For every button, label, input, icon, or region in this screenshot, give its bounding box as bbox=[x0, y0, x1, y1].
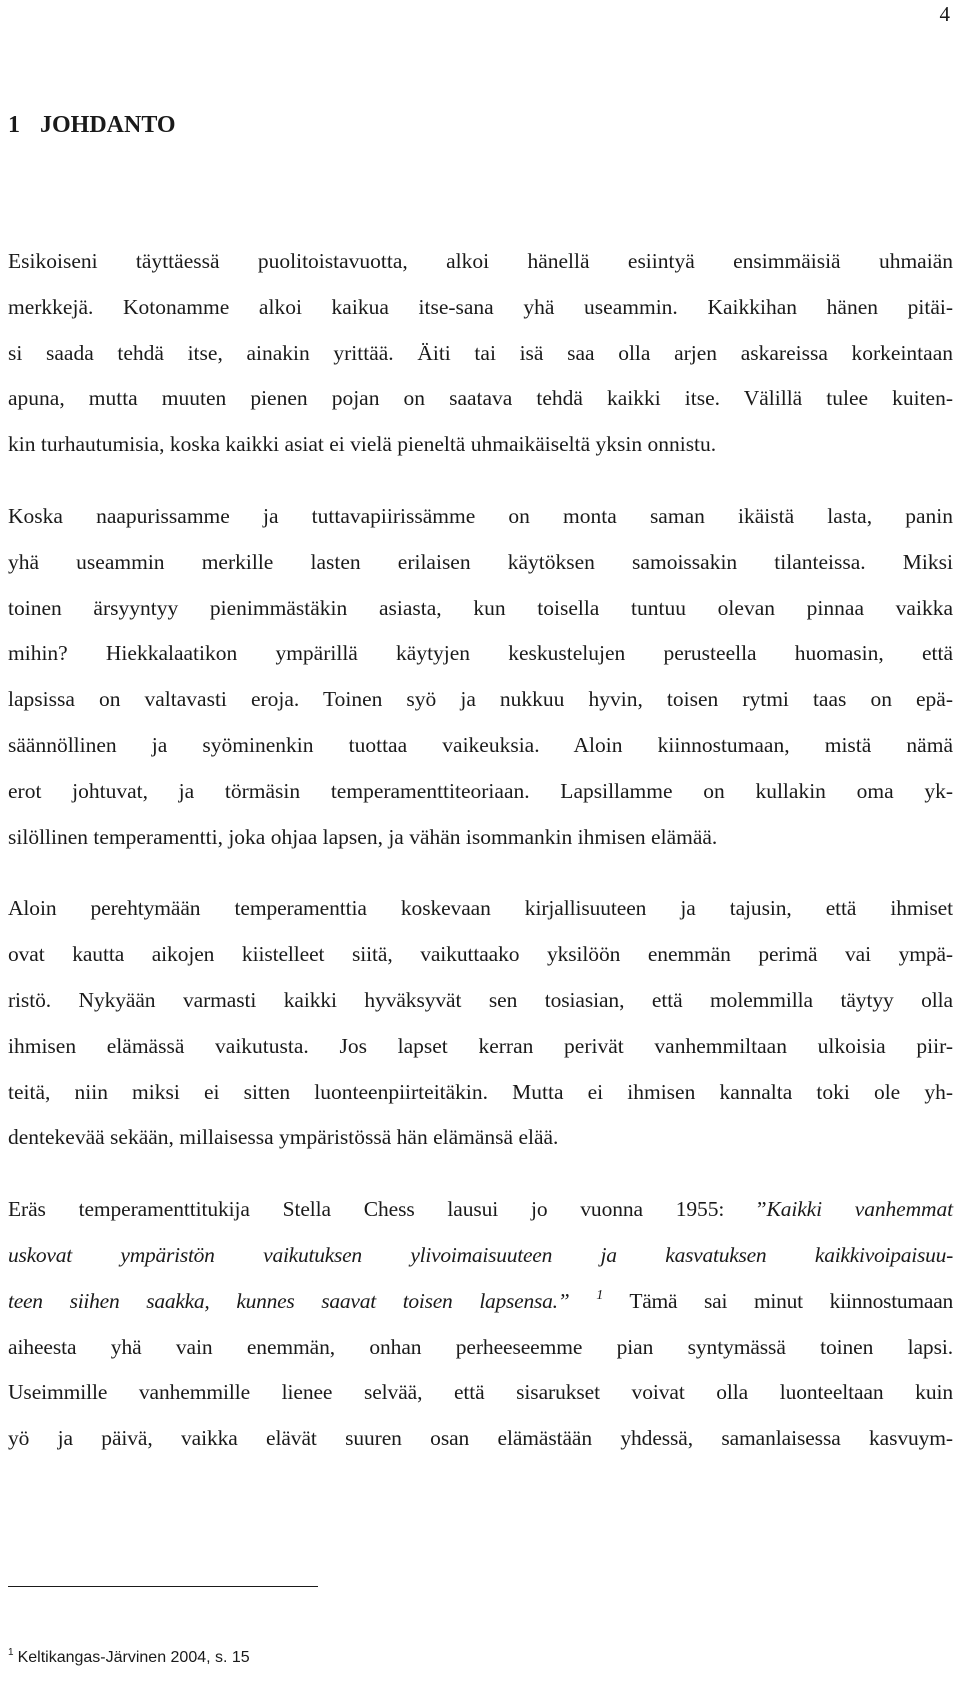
body-text bbox=[8, 239, 953, 1486]
page-number: 4 bbox=[939, 2, 950, 26]
text-line: Koska naapurissamme ja tuttavapiirissämme on monta saman ikäistä lasta, panin bbox=[8, 503, 953, 528]
quote-text: Kaikki vanhemmat bbox=[766, 1197, 953, 1222]
text-run: Tämä sai minut kiinnostumaan bbox=[602, 1288, 953, 1313]
text-line bbox=[8, 1187, 953, 1233]
text-line: teitä, niin miksi ei sitten luonteenpiirteitäkin. Mutta ei ihmisen kannalta toki ole yh- bbox=[8, 1079, 953, 1104]
text-line: lapsissa on valtavasti eroja. Toinen syö ja nukkuu hyvin, toisen rytmi taas on epä- bbox=[8, 687, 953, 712]
text-line: si saada tehdä itse, ainakin yrittää. Äiti tai isä saa olla arjen askareissa korkeintaan bbox=[8, 340, 953, 365]
text-line bbox=[8, 1233, 953, 1279]
paragraph-2 bbox=[8, 494, 953, 860]
text-run: Eräs temperamenttitukija Stella Chess lausui jo vuonna 1955: ” bbox=[8, 1197, 767, 1222]
text-line: apuna, mutta muuten pienen pojan on saatava tehdä kaikki itse. Välillä tulee kuiten- bbox=[8, 386, 953, 411]
paragraph-4 bbox=[8, 1187, 953, 1462]
chapter-title: JOHDANTO bbox=[40, 112, 176, 138]
text-line: säännöllinen ja syöminenkin tuottaa vaikeuksia. Aloin kiinnostumaan, mistä nämä bbox=[8, 732, 953, 757]
text-line: Esikoiseni täyttäessä puolitoistavuotta, alkoi hänellä esiintyä ensimmäisiä uhmaiän bbox=[8, 249, 953, 273]
chapter-number: 1 bbox=[8, 112, 20, 138]
quote-text: uskovat ympäristön vaikutuksen ylivoimaisuuteen ja kasvatuksen kaikkivoipaisuu- bbox=[8, 1242, 953, 1267]
text-line: merkkejä. Kotonamme alkoi kaikua itse-sana yhä useammin. Kaikkihan hänen pitäi- bbox=[8, 294, 953, 319]
text-line: erot johtuvat, ja törmäsin temperamenttiteoriaan. Lapsillamme on kullakin oma yk- bbox=[8, 778, 953, 803]
text-line: yö ja päivä, vaikka elävät suuren osan elämästään yhdessä, samanlaisessa kasvuym- bbox=[8, 1426, 953, 1451]
text-line: ihmisen elämässä vaikutusta. Jos lapset kerran perivät vanhemmiltaan ulkoisia piir- bbox=[8, 1033, 953, 1058]
text-line bbox=[8, 1279, 953, 1325]
footnote-reference[interactable]: 1 bbox=[596, 1287, 603, 1303]
footnote bbox=[8, 1648, 250, 1668]
chapter-heading bbox=[8, 112, 176, 139]
text-line: dentekevää sekään, millaisessa ympäristössä hän elämänsä elää. bbox=[8, 1125, 559, 1150]
paragraph-3 bbox=[8, 886, 953, 1161]
text-line: silöllinen temperamentti, joka ohjaa lapsen, ja vähän isommankin ihmisen elämää. bbox=[8, 824, 718, 849]
paragraph-1 bbox=[8, 239, 953, 468]
quote-text: teen siihen saakka, kunnes saavat toisen lapsensa.” bbox=[8, 1288, 597, 1313]
text-line: aiheesta yhä vain enemmän, onhan perheeseemme pian syntymässä toinen lapsi. bbox=[8, 1334, 953, 1359]
text-line: mihin? Hiekkalaatikon ympärillä käytyjen keskustelujen perusteella huomasin, että bbox=[8, 641, 953, 666]
footnote-text: Keltikangas-Järvinen 2004, s. 15 bbox=[17, 1649, 250, 1666]
text-line: toinen ärsyyntyy pienimmästäkin asiasta, kun toisella tuntuu olevan pinnaa vaikka bbox=[8, 595, 953, 620]
text-line: Aloin perehtymään temperamenttia koskevaan kirjallisuuteen ja tajusin, että ihmiset bbox=[8, 896, 953, 921]
text-line: kin turhautumisia, koska kaikki asiat ei vielä pieneltä uhmaikäiseltä yksin onnistu. bbox=[8, 432, 717, 457]
text-line: Useimmille vanhemmille lienee selvää, että sisarukset voivat olla luonteeltaan kuin bbox=[8, 1380, 953, 1405]
text-line: ovat kautta aikojen kiistelleet siitä, vaikuttaako yksilöön enemmän perimä vai ympä- bbox=[8, 942, 953, 967]
text-line: yhä useammin merkille lasten erilaisen käytöksen samoissakin tilanteissa. Miksi bbox=[8, 549, 953, 574]
footnote-marker: 1 bbox=[8, 1647, 14, 1658]
footnote-separator bbox=[8, 1586, 318, 1587]
text-line: ristö. Nykyään varmasti kaikki hyväksyvät sen tosiasian, että molemmilla täytyy olla bbox=[8, 987, 953, 1012]
